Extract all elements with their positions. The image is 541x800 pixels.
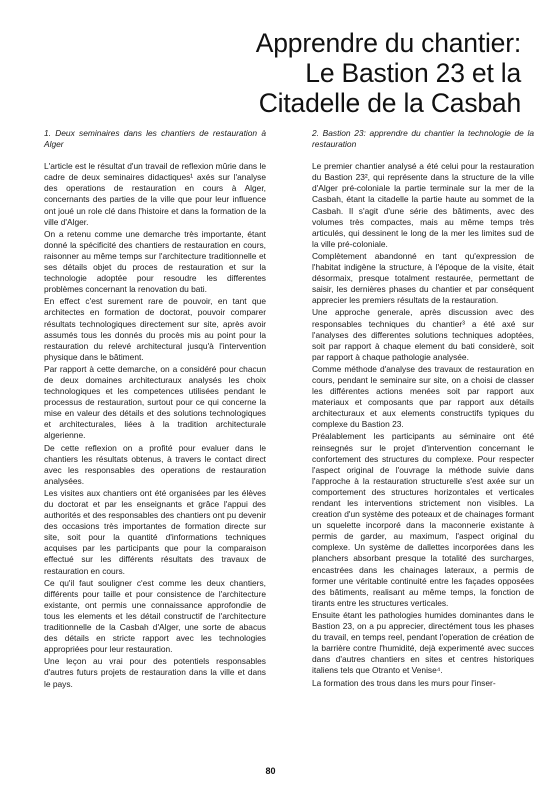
paragraph: Les visites aux chantiers ont été organisées par les élèves du doctorat et par les enseignants et grâce l'appui des authorités et des responsables des chantiers ont pu devenir des occasions très importantes de formation directe sur site, soit pour la quantité d'informations techniques acquises par les participants que pour la comparaison effectué sur les différents résultats des travaux de restauration en cours.	[44, 487, 266, 576]
paragraph: Complètement abandonné en tant qu'expression de l'habitat indigène la structure, à l'époque de la visite, était désormaix, presque totalment restaurée, permettant de saisir, les dernières phases du chantier et par conséquent apprecier les premiers résultats de la restauration.	[312, 250, 534, 306]
section-heading-2: 2. Bastion 23: apprendre du chantier la technologie de la restauration	[312, 128, 534, 150]
paragraph: Préalablement les participants au séminaire ont été reinsegnés sur le projet d'intervention concernant le confortement des structures du complexe. Pour respecter l'aspect original de l'ouvrage la méthode suivie dans l'approche à la restauration structurelle s'est axée sur un comportement des structures horizontales et verticales rendant les interventions strictement non visibles. La creation d'un système des poteaux et de chainages formant un squelette incorporé dans la maconnerie existante à permis de garder, au maximum, l'aspect original du complexe. Un système de dallettes incorporées dans les planchers absorbant presque la totalité des surcharges, encastrées dans les chainages lateraux, a permis de former une véritable continuité entre les façades opposées des bâtiments, realisant au même temps, la fonction de tirants entre les structures verticales.	[312, 431, 534, 608]
right-column	[312, 128, 534, 690]
title-line-2: Le Bastion 23 et la	[305, 58, 521, 88]
paragraph: On a retenu comme une demarche très importante, étant donné la spécificité des chantiers de restauration en cours, raisonner au même temps sur l'architecture traditionnelle et ses détails objet du proces de restauration et sur la technologie adoptée pour resoudre les differentes problèmes concernant la renovation du bati.	[44, 228, 266, 295]
article-title	[90, 28, 521, 118]
paragraph: La formation des trous dans les murs pour l'inser-	[312, 677, 496, 688]
page-number: 80	[265, 766, 276, 776]
left-column	[44, 128, 266, 691]
paragraph: Par rapport à cette demarche, on a considéré pour chacun de deux domaines architecturaux analysés les choix technologiques et les competences utilisées pendant le processus de restauration, surtout pour ce qui concerne la mise en valeur des détails et des solutions technologiques et architecturales, liées à la tradition architecturale algerienne.	[44, 363, 266, 441]
paragraph: Une leçon au vrai pour des potentiels responsables d'autres futurs projets de restauration dans la ville et dans le pays.	[44, 656, 266, 689]
paragraph: Comme méthode d'analyse des travaux de restauration en cours, pendant le seminaire sur site, on a choisi de classer les différentes actions menées soit par rapport aux materiaux et composants que par rapport aux détails architecturaux et aux elements constructifs typiques du complexe du Bastion 23.	[312, 363, 534, 430]
paragraph: Une approche generale, après discussion avec des responsables techniques du chantier³ a été axé sur l'analyses des differentes solutions techniques adoptées, soit par rapport à chaque element du bati considerè, soit par rapport à chaque pathologie analysée.	[312, 307, 534, 362]
paragraph: Ensuite étant les pathologies humides dominantes dans le Bastion 23, on a pu apprecier, directément tous les phases du travail, en temps reel, pendant l'operation de création de la barrière contre l'humidité, dejà experimenté avec succes dans d'autres chantiers en sites et centres historiques italiens tels que Otranto et Venise⁴.	[312, 609, 534, 676]
paragraph: En effect c'est surement rare de pouvoir, en tant que architectes en formation de doctorat, pouvoir comparer résultats technologiques directement sur site, après avoir assumés tous les donnés du procès mis au point pour la restauration du relevé architectural jusqu'à l'intervention physique dans le bâtiment.	[44, 296, 266, 362]
section-heading-1: 1. Deux seminaires dans les chantiers de restauration à Alger	[44, 128, 266, 150]
paragraph: De cette reflexion on a profité pour evaluer dans le chantiers les résultats obtenus, à travers le contact direct avec les responsables des operations de restauration analysées.	[44, 442, 266, 486]
paragraph: L'article est le résultat d'un travail de reflexion mûrie dans le cadre de deux seminaires didactiques¹ axés sur l'analyse des operations de restauration en cours à Alger, concernants des parties de la ville que pour leur influence ont joué un role clé dans l'histoire et dans la formation de la ville d'Alger.	[44, 161, 266, 227]
paragraph: Ce qu'il faut souligner c'est comme les deux chantiers, différents pour taille et pour consistence de l'architecture existante, ont permis une connaissance approfondie de tous les elements et les détail constructif de l'architecture traditionnelle de la Casbah d'Alger, une sorte de abacus des détails en stricte rapport avec les technologies appropriées pour leur restauration.	[44, 577, 266, 655]
paragraph: Le premier chantier analysé a été celui pour la restauration du Bastion 23², qui représente dans la structure de la ville d'Alger pré-coloniale la partie terminale sur la mer de la Casbah, étant la citadelle la partie haute au sommet de la Casbah. Il s'agit d'une série des bâtiments, avec des volumes très compactes, mais au même temps très articulés, qui dessinent le long de la mer les limites sud de la ville pré-coloniale.	[312, 161, 534, 249]
title-line-1: Apprendre du chantier:	[255, 28, 521, 58]
title-line-3: Citadelle de la Casbah	[258, 88, 521, 118]
